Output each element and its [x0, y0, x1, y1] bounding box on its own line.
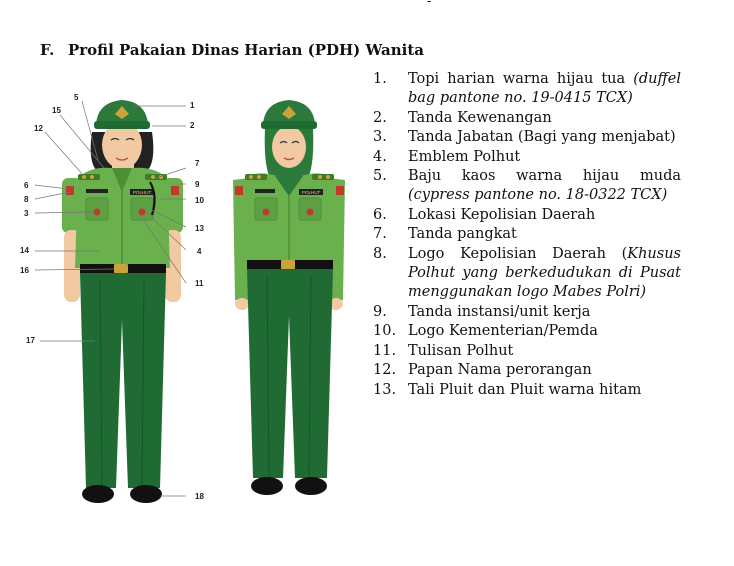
legend-item [373, 303, 681, 322]
callout-13: 13 [195, 224, 204, 233]
legend-item [373, 148, 681, 167]
legend-number: 7. [373, 226, 387, 243]
callout-17: 17 [26, 336, 35, 345]
legend-text: Logo Kepolisian Daerah ( [408, 245, 628, 262]
legend-text: Tanda pangkat [408, 226, 517, 243]
legend-text: Tanda Jabatan (Bagi yang menjabat) [408, 129, 676, 146]
polhut-badge-text-2: POLHUT [302, 190, 321, 195]
legend-text: Topi harian warna hijau tua [408, 71, 626, 87]
trousers [80, 273, 166, 488]
legend-number: 2. [373, 109, 387, 126]
belt-buckle [114, 264, 128, 273]
page-mark: - [427, 0, 432, 9]
legend-item [373, 342, 681, 361]
uniform-illustration [0, 80, 360, 520]
callout-10: 10 [195, 196, 204, 205]
callout-4: 4 [197, 247, 202, 256]
legend-number: 12. [373, 362, 397, 379]
callout-16: 16 [20, 266, 29, 275]
figure-annotated [35, 100, 186, 503]
callout-2: 2 [190, 121, 195, 130]
legend-number: 6. [373, 206, 387, 223]
uniform-figures-svg [0, 80, 360, 520]
callout-12: 12 [34, 124, 43, 133]
shoe [82, 485, 114, 503]
legend-number: 9. [373, 303, 387, 320]
callout-15: 15 [52, 106, 61, 115]
legend-text: Tanda Kewenangan [408, 109, 552, 126]
legend-text: Papan Nama perorangan [408, 362, 592, 379]
legend-note: (duffel bag pantone no. 19-0415 TCX) [408, 71, 682, 107]
legend-note: Khusus Polhut yang berkedudukan di Pusat menggunakan logo Mabes Polri) [408, 245, 681, 301]
legend-text: Tanda instansi/unit kerja [408, 303, 591, 320]
legend-item [373, 381, 681, 400]
section-title: Profil Pakaian Dinas Harian (PDH) Wanita [68, 41, 424, 59]
callout-6: 6 [24, 181, 29, 190]
hat-band [94, 121, 150, 129]
section-heading [40, 41, 424, 59]
callout-3: 3 [24, 209, 29, 218]
legend-item [373, 206, 681, 225]
callout-11: 11 [195, 279, 204, 288]
legend-number: 5. [373, 168, 387, 185]
legend-item [373, 361, 681, 380]
legend-number: 13. [373, 381, 397, 398]
legend-item [373, 167, 681, 206]
legend-text: Logo Kementerian/Pemda [408, 323, 598, 340]
section-letter: F. [40, 41, 55, 59]
legend-text: Emblem Polhut [408, 148, 521, 165]
legend-text: Tulisan Polhut [408, 342, 514, 359]
legend-text: Baju kaos warna hijau muda [408, 168, 681, 185]
legend-note: (cypress pantone no. 18-0322 TCX) [408, 187, 668, 204]
callout-1: 1 [190, 101, 195, 110]
legend-item [373, 225, 681, 244]
callout-9: 9 [195, 180, 200, 189]
legend-item [373, 245, 681, 303]
legend-number: 3. [373, 129, 387, 146]
name-plate [86, 189, 108, 193]
figure-plain [233, 100, 345, 495]
callout-8: 8 [24, 195, 29, 204]
legend-text: Tali Pluit dan Pluit warna hitam [408, 381, 642, 398]
legend-number: 8. [373, 245, 387, 262]
legend-item [373, 70, 681, 109]
callout-18: 18 [195, 492, 204, 501]
legend-number: 1. [373, 71, 387, 87]
legend-number: 11. [373, 342, 397, 359]
polhut-badge-text: POLHUT [133, 190, 152, 195]
legend-item [373, 128, 681, 147]
legend-number: 10. [373, 323, 397, 340]
legend-item [373, 109, 681, 128]
legend-text: Lokasi Kepolisian Daerah [408, 206, 596, 223]
legend-item [373, 322, 681, 341]
callout-5: 5 [74, 93, 79, 102]
callout-7: 7 [195, 159, 200, 168]
callout-14: 14 [20, 246, 29, 255]
legend-list [373, 70, 681, 400]
legend-number: 4. [373, 148, 387, 165]
